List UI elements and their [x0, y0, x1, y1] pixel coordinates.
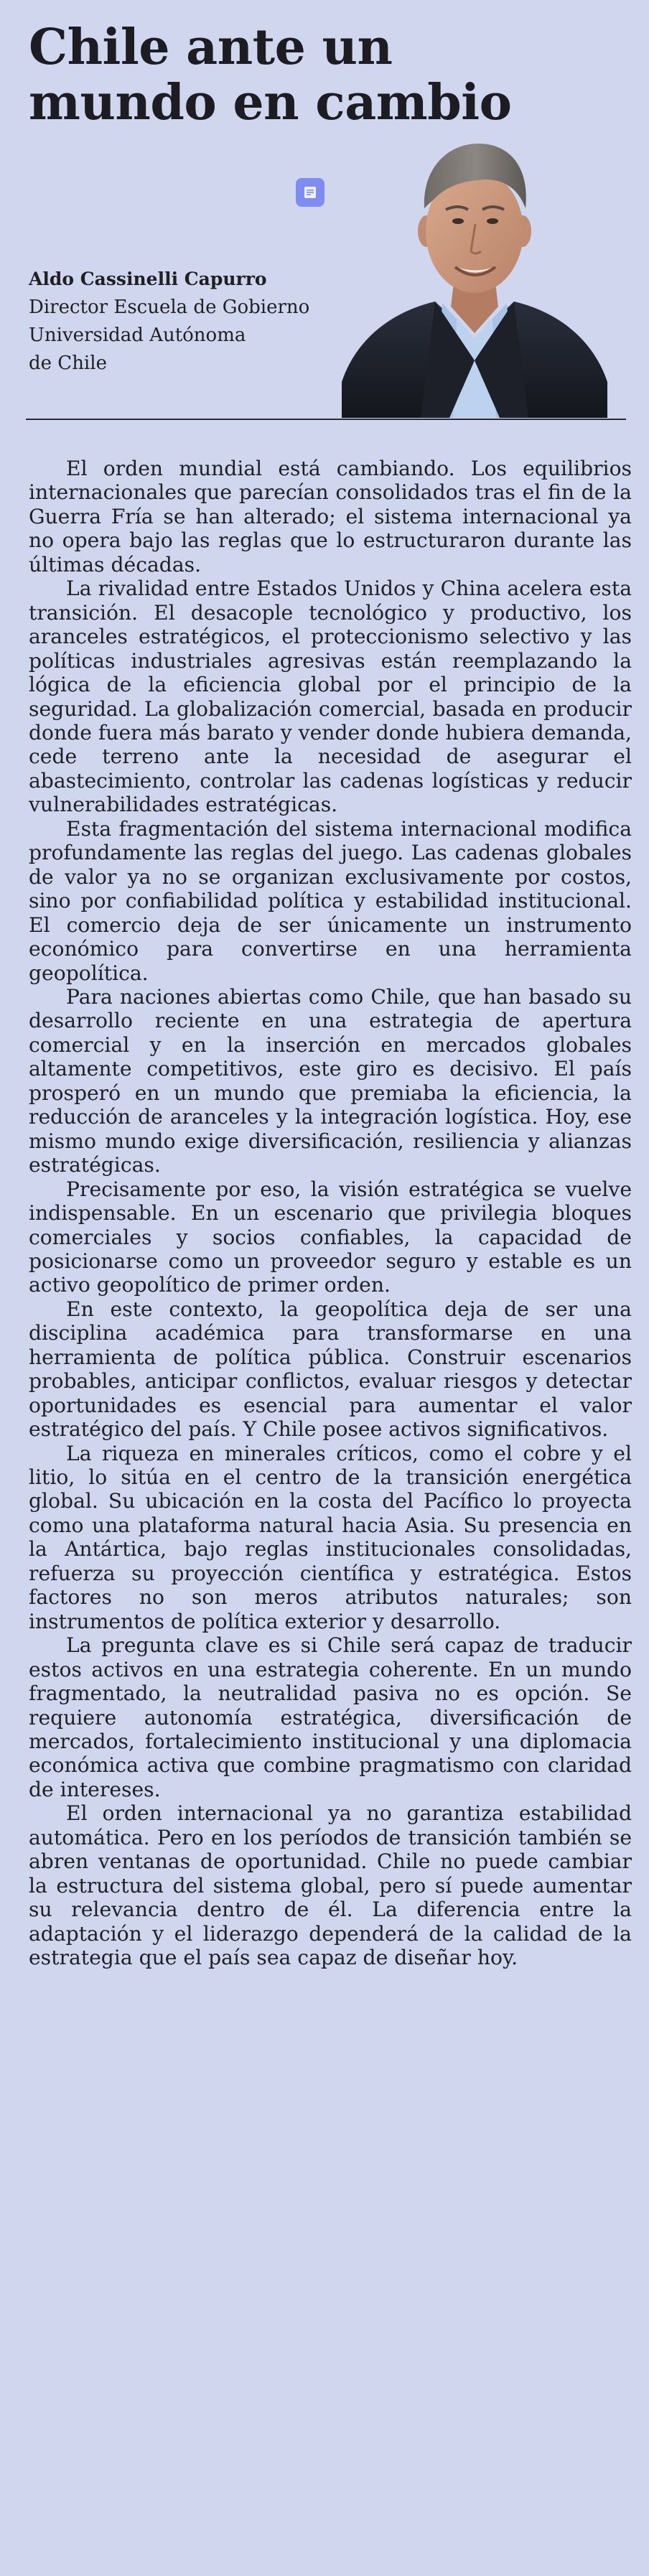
article-body	[29, 457, 632, 1970]
body-paragraph: En este contexto, la geopolítica deja de ser una disciplina académica para transformarse en una herramienta de política pública. Construir escenarios probables, anticipar conflictos, evaluar riesgos y detectar oportunidades es esencial para aumentar el valor estratégico del país. Y Chile posee activos significativos.	[29, 1297, 632, 1442]
body-paragraph: Para naciones abiertas como Chile, que han basado su desarrollo reciente en una estrategia de apertura comercial y en la inserción en mercados globales altamente competitivos, este giro es decisivo. El país prosperó en un mundo que premiaba la eficiencia, la reducción de aranceles y la integración logística. Hoy, ese mismo mundo exige diversificación, resiliencia y alianzas estratégicas.	[29, 984, 632, 1177]
author-portrait	[342, 123, 607, 418]
article-title: Chile ante un mundo en cambio	[29, 19, 512, 131]
document-icon	[303, 185, 317, 200]
author-info	[29, 266, 359, 378]
body-paragraph: El orden mundial está cambiando. Los equilibrios internacionales que parecían consolidados tras el fin de la Guerra Fría se han alterado; el sistema internacional ya no opera bajo las reglas que lo estructuraron durante las últimas décadas.	[29, 457, 632, 577]
body-paragraph: La pregunta clave es si Chile será capaz de traducir estos activos en una estrategia coherente. En un mundo fragmentado, la neutralidad pasiva no es opción. Se requiere autonomía estratégica, diversificación de mercados, fortalecimiento institucional y una diplomacia económica activa que combine pragmatismo con claridad de intereses.	[29, 1633, 632, 1801]
body-paragraph: La riqueza en minerales críticos, como el cobre y el litio, lo sitúa en el centro de la transición energética global. Su ubicación en la costa del Pacífico lo proyecta como una plataforma natural hacia Asia. Su presencia en la Antártica, bajo reglas institucionales consolidadas, refuerza su proyección científica y estratégica. Estos factores no son meros atributos naturales; son instrumentos de política exterior y desarrollo.	[29, 1441, 632, 1633]
body-paragraph: El orden internacional ya no garantiza estabilidad automática. Pero en los períodos de transición también se abren ventanas de oportunidad. Chile no puede cambiar la estructura del sistema global, pero sí puede aumentar su relevancia dentro de él. La diferencia entre la adaptación y el liderazgo dependerá de la calidad de la estrategia que el país sea capaz de diseñar hoy.	[29, 1801, 632, 1970]
author-affiliation-line2: de Chile	[29, 352, 107, 374]
author-name: Aldo Cassinelli Capurro	[29, 269, 267, 289]
body-paragraph: Precisamente por eso, la visión estratégica se vuelve indispensable. En un escenario que privilegia bloques comerciales y socios confiables, la capacidad de posicionarse como un proveedor seguro y estable es un activo geopolítico de primer orden.	[29, 1177, 632, 1297]
author-affiliation-line1: Universidad Autónoma	[29, 324, 246, 346]
body-paragraph: Esta fragmentación del sistema internacional modifica profundamente las reglas del juego. Las cadenas globales de valor ya no se organizan exclusivamente por costos, sino por confiabilidad política y estabilidad institucional. El comercio deja de ser únicamente un instrumento económico para convertirse en una herramienta geopolítica.	[29, 816, 632, 985]
header-divider	[26, 419, 626, 420]
body-paragraph: La rivalidad entre Estados Unidos y China acelera esta transición. El desacople tecnológico y productivo, los aranceles estratégicos, el proteccionismo selectivo y las políticas industriales agresivas están reemplazando la lógica de la eficiencia global por el principio de la seguridad. La globalización comercial, basada en producir donde fuera más barato y vender donde hubiera demanda, cede terreno ante la necesidad de asegurar el abastecimiento, controlar las cadenas logísticas y reducir vulnerabilidades estratégicas.	[29, 577, 632, 817]
author-role: Director Escuela de Gobierno	[29, 296, 310, 318]
document-badge[interactable]	[296, 178, 324, 207]
